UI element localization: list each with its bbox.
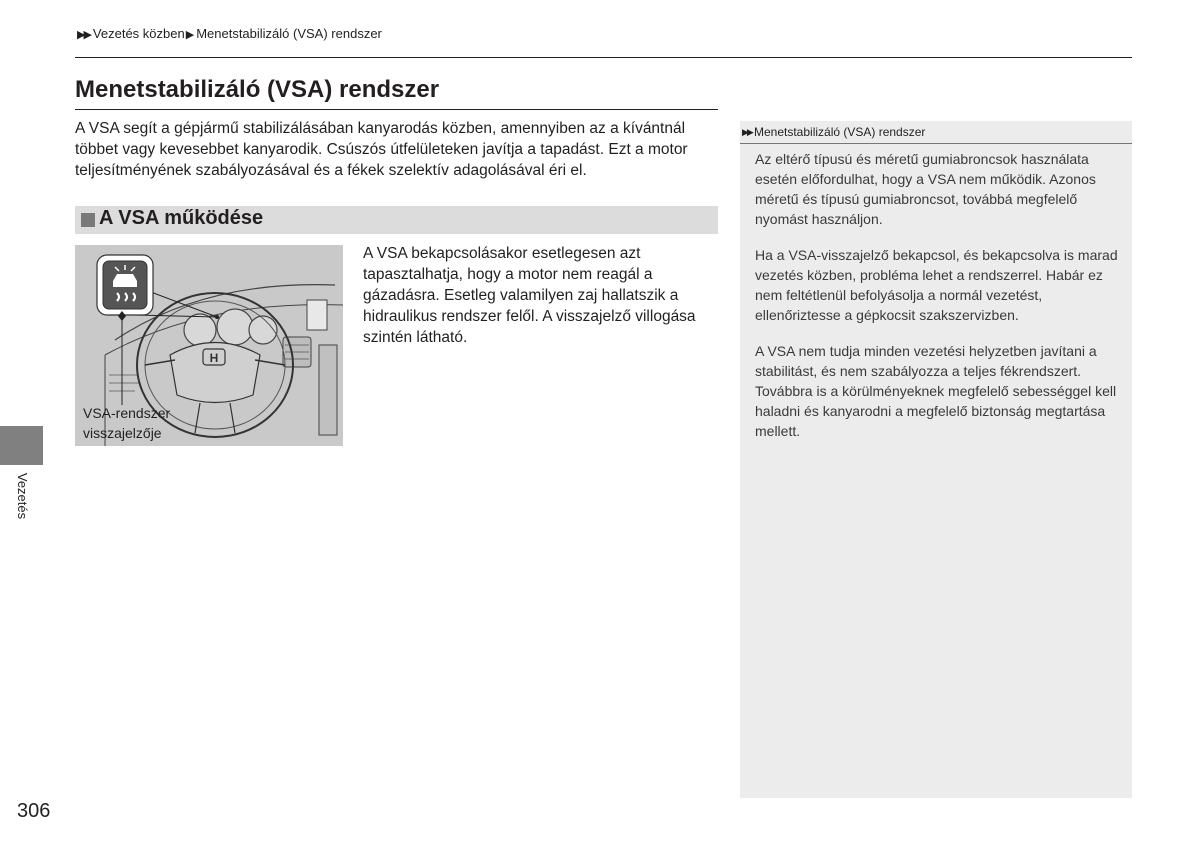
sidebar-divider	[740, 143, 1132, 144]
page-title: Menetstabilizáló (VSA) rendszer	[75, 76, 440, 103]
breadcrumb-current: Menetstabilizáló (VSA) rendszer	[196, 26, 382, 41]
sidebar-note: Ha a VSA-visszajelző bekapcsol, és bekapcsolva is marad vezetés közben, probléma lehet a rendszerrel. Habár ez nem feltétlenül befolyásolja a normál vezetést, ellenőriztesse a gépkocsit szakszervizben.	[755, 247, 1118, 323]
header-divider	[75, 57, 1132, 58]
sidebar-heading-text: Menetstabilizáló (VSA) rendszer	[754, 125, 926, 139]
double-arrow-icon: ▶▶	[77, 29, 90, 41]
intro-paragraph: A VSA segít a gépjármű stabilizálásában kanyarodás közben, amennyiben az a kívántnál többet vagy kevesebbet kanyarodik. Csúszós útfelületeken javítja a tapadást. Ezt a motor teljesítményének szabályozásával és a fékek szelektív adagolásával éri el.	[75, 120, 688, 179]
breadcrumb-parent[interactable]: Vezetés közben	[92, 26, 185, 41]
section-heading-bar	[75, 206, 718, 234]
indicator-caption-line2: visszajelzője	[83, 425, 162, 441]
sidebar-note: Az eltérő típusú és méretű gumiabroncsok használata esetén előfordulhat, hogy a VSA nem működik. Azonos méretű és típusú gumiabroncsot, továbbá megfelelő nyomást használjon.	[755, 151, 1096, 227]
breadcrumb	[77, 26, 382, 41]
svg-text:H: H	[209, 351, 219, 365]
arrow-icon: ▶	[185, 29, 195, 41]
double-arrow-icon: ▶▶	[742, 127, 752, 137]
dashboard-illustration	[75, 245, 343, 446]
section-square-icon	[81, 213, 95, 227]
section-title: A VSA működése	[99, 207, 264, 229]
indicator-caption-line1: VSA-rendszer	[83, 405, 171, 421]
chapter-tab-marker	[0, 426, 43, 465]
sidebar-heading	[740, 121, 1132, 143]
title-divider	[75, 109, 718, 110]
sidebar-note: A VSA nem tudja minden vezetési helyzetben javítani a stabilitást, és nem szabályozza a teljes fékrendszert. Továbbra is a körülményeknek megfelelő sebességgel kell haladni és kanyarodni a megfelelő biztonság megtartása mellett.	[755, 343, 1117, 439]
indicator-caption	[83, 403, 170, 443]
chapter-tab-text: Vezetés	[15, 472, 30, 520]
notes-sidebar	[740, 121, 1132, 798]
page-number: 306	[17, 800, 51, 822]
vsa-operation-paragraph: A VSA bekapcsolásakor esetlegesen azt tapasztalhatja, hogy a motor nem reagál a gázadásra. Esetleg valamilyen zaj hallatszik a hidraulikus rendszer felől. A visszajelző villogása szintén látható.	[363, 245, 696, 346]
sidebar-notes	[755, 149, 1120, 457]
